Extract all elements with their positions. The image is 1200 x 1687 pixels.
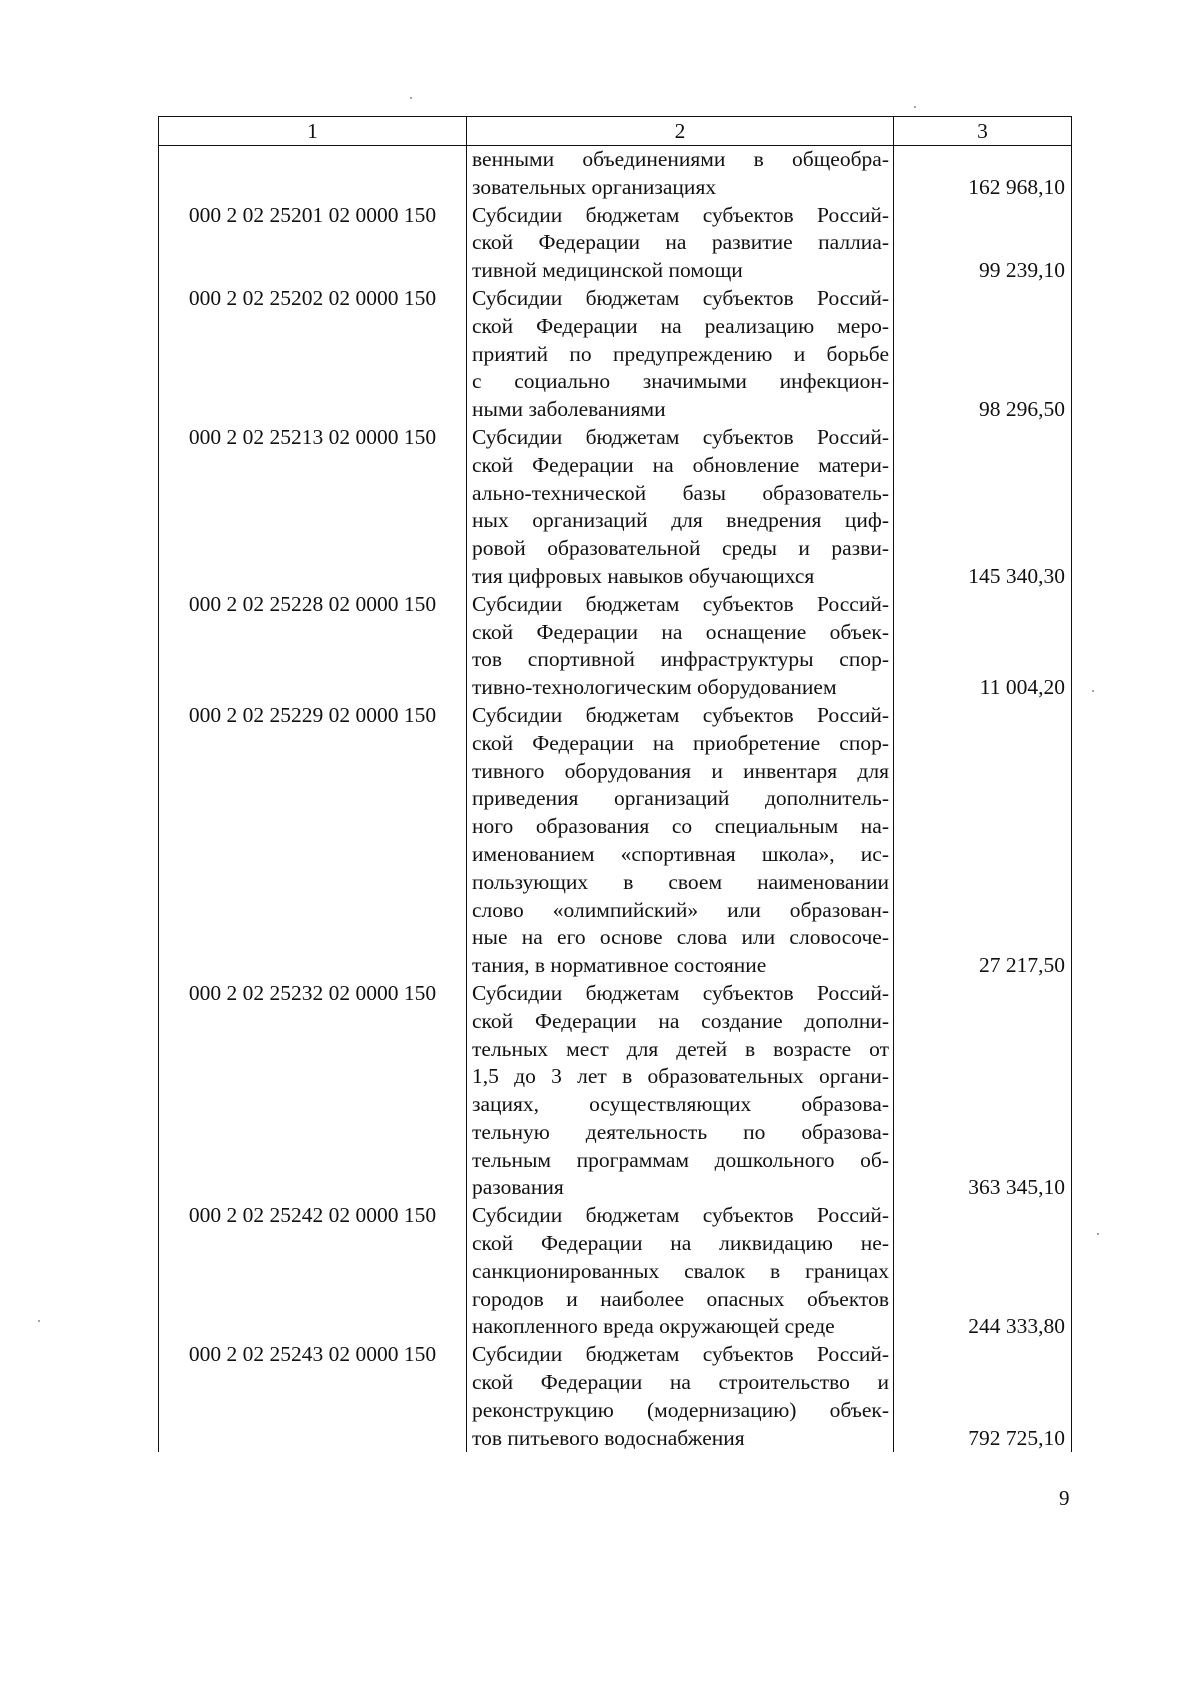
row-description: [467, 1341, 894, 1452]
description-line: приведения организаций дополнитель-: [472, 786, 889, 811]
description-line: тия цифровых навыков обучающихся: [472, 563, 815, 588]
row-description: [467, 424, 894, 591]
description-line: накопленного вреда окружающей среде: [472, 1314, 835, 1339]
row-code: 000 2 02 25229 02 0000 150: [159, 702, 467, 980]
table-row: [159, 702, 1072, 980]
description-line: разования: [472, 1175, 564, 1200]
description-line: реконструкцию (модернизацию) объек-: [472, 1397, 889, 1422]
description-line: ской Федерации на ликвидацию не-: [472, 1231, 889, 1256]
table-row: [159, 980, 1072, 1202]
table-row: [159, 1341, 1072, 1452]
scan-speck: [914, 106, 916, 108]
row-amount: 363 345,10: [894, 980, 1072, 1202]
row-amount: 99 239,10: [894, 202, 1072, 285]
page-number: 9: [1059, 1486, 1070, 1510]
row-description: [467, 202, 894, 285]
description-line: тивно-технологическим оборудованием: [472, 675, 837, 700]
description-line: ровой образовательной среды и разви-: [472, 536, 889, 561]
description-line: приятий по предупреждению и борьбе: [472, 341, 889, 366]
description-line: ской Федерации на оснащение объек-: [472, 619, 889, 644]
row-code: 000 2 02 25201 02 0000 150: [159, 202, 467, 285]
row-description: [467, 1202, 894, 1341]
description-line: Субсидии бюджетам субъектов Россий-: [472, 702, 889, 727]
description-line: ской Федерации на приобретение спор-: [472, 730, 889, 755]
description-line: ской Федерации на развитие паллиа-: [472, 230, 889, 255]
row-code: 000 2 02 25228 02 0000 150: [159, 591, 467, 702]
scan-speck: [410, 97, 412, 99]
table-row: [159, 202, 1072, 285]
description-line: венными объединениями в общеобра-: [472, 147, 889, 171]
description-line: тельную деятельность по образова-: [472, 1119, 889, 1144]
header-col-2: 2: [467, 117, 894, 146]
row-description: [467, 702, 894, 980]
description-line: Субсидии бюджетам субъектов Россий-: [472, 424, 889, 449]
table-row: [159, 424, 1072, 591]
row-amount: 145 340,30: [894, 424, 1072, 591]
scan-speck: [38, 1320, 40, 1322]
scan-speck: [1092, 690, 1094, 692]
row-amount: 792 725,10: [894, 1341, 1072, 1452]
row-amount: 27 217,50: [894, 702, 1072, 980]
row-description: [467, 146, 894, 202]
description-line: Субсидии бюджетам субъектов Россий-: [472, 980, 889, 1005]
description-line: ного образования со специальным на-: [472, 814, 889, 839]
description-line: слово «олимпийский» или образован-: [472, 897, 889, 922]
budget-table: [158, 116, 1072, 1452]
row-code: 000 2 02 25232 02 0000 150: [159, 980, 467, 1202]
table-row: [159, 1202, 1072, 1341]
table-body: [159, 146, 1072, 1453]
row-code: 000 2 02 25213 02 0000 150: [159, 424, 467, 591]
description-line: Субсидии бюджетам субъектов Россий-: [472, 202, 889, 227]
row-code: 000 2 02 25202 02 0000 150: [159, 285, 467, 424]
row-code: 000 2 02 25243 02 0000 150: [159, 1341, 467, 1452]
header-col-3: 3: [894, 117, 1072, 146]
scan-speck: [1097, 1233, 1099, 1235]
table-row: [159, 285, 1072, 424]
row-code: [159, 146, 467, 202]
description-line: пользующих в своем наименовании: [472, 869, 889, 894]
row-description: [467, 591, 894, 702]
description-line: с социально значимыми инфекцион-: [472, 369, 889, 394]
row-amount: 11 004,20: [894, 591, 1072, 702]
row-amount: 98 296,50: [894, 285, 1072, 424]
description-line: Субсидии бюджетам субъектов Россий-: [472, 1203, 889, 1228]
row-code: 000 2 02 25242 02 0000 150: [159, 1202, 467, 1341]
description-line: тов питьевого водоснабжения: [472, 1425, 745, 1450]
description-line: Субсидии бюджетам субъектов Россий-: [472, 285, 889, 310]
description-line: городов и наиболее опасных объектов: [472, 1286, 889, 1311]
table-row: [159, 146, 1072, 202]
description-line: ской Федерации на обновление матери-: [472, 452, 889, 477]
description-line: тельных мест для детей в возрасте от: [472, 1036, 889, 1061]
description-line: Субсидии бюджетам субъектов Россий-: [472, 1342, 889, 1367]
description-line: ально-технической базы образователь-: [472, 480, 889, 505]
description-line: именованием «спортивная школа», ис-: [472, 841, 889, 866]
description-line: ской Федерации на создание дополни-: [472, 1008, 889, 1033]
description-line: зациях, осуществляющих образова-: [472, 1092, 889, 1117]
row-description: [467, 980, 894, 1202]
row-amount: 162 968,10: [894, 146, 1072, 202]
description-line: санкционированных свалок в границах: [472, 1258, 889, 1283]
description-line: 1,5 до 3 лет в образовательных органи-: [472, 1064, 889, 1089]
description-line: ных организаций для внедрения циф-: [472, 508, 889, 533]
description-line: Субсидии бюджетам субъектов Россий-: [472, 591, 889, 616]
description-line: ской Федерации на строительство и: [472, 1370, 889, 1395]
row-amount: 244 333,80: [894, 1202, 1072, 1341]
description-line: тов спортивной инфраструктуры спор-: [472, 647, 889, 672]
header-col-1: 1: [159, 117, 467, 146]
row-description: [467, 285, 894, 424]
description-line: тивной медицинской помощи: [472, 258, 743, 283]
description-line: ными заболеваниями: [472, 397, 666, 422]
description-line: тания, в нормативное состояние: [472, 953, 767, 978]
description-line: зовательных организациях: [472, 174, 717, 199]
description-line: ской Федерации на реализацию меро-: [472, 313, 889, 338]
table-row: [159, 591, 1072, 702]
description-line: тивного оборудования и инвентаря для: [472, 758, 889, 783]
description-line: тельным программам дошкольного об-: [472, 1147, 889, 1172]
description-line: ные на его основе слова или словосоче-: [472, 925, 889, 950]
table-header: [159, 117, 1072, 146]
